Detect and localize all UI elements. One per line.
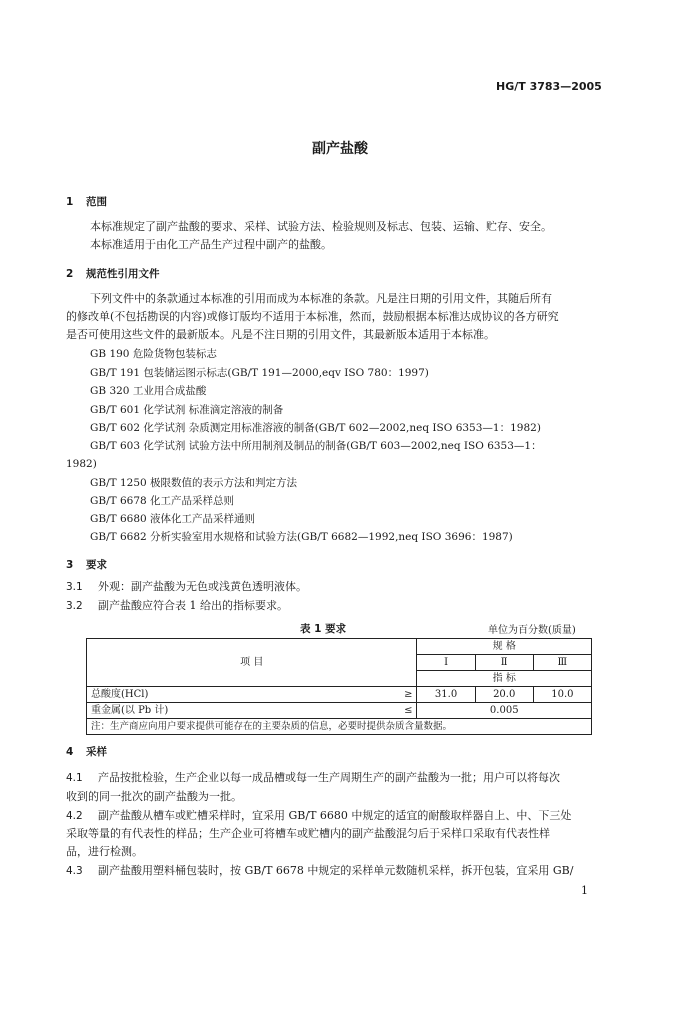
section-3-heading: 要求 (86, 559, 107, 571)
grade-header: Ⅱ (475, 655, 533, 671)
row-item: 重金属(以 Pb 计) (87, 703, 393, 719)
clause-4-1-number: 4.1 (66, 772, 83, 784)
section-1-paragraph: 本标准适用于由化工产品生产过程中副产的盐酸。 (90, 238, 332, 251)
section-2-heading: 规范性引用文件 (86, 268, 160, 280)
grade-header: Ⅲ (533, 655, 591, 671)
reference-item: GB/T 6682 分析实验室用水规格和试验方法(GB/T 6682—1992,neq ISO 3696：1987) (90, 531, 513, 543)
clause-4-1-text: 收到的同一批次的副产盐酸为一批。 (66, 790, 242, 803)
clause-3-2-number: 3.2 (66, 600, 83, 612)
clause-4-2-number: 4.2 (66, 810, 83, 822)
table-note: 注：生产商应向用户要求提供可能存在的主要杂质的信息，必要时提供杂质含量数据。 (87, 719, 592, 735)
reference-item: GB/T 6680 液体化工产品采样通则 (90, 513, 256, 525)
row-condition: ≤ (392, 703, 417, 719)
page-number: 1 (581, 884, 588, 897)
section-2-paragraph: 是否可使用这些文件的最新版本。凡是不注日期的引用文件，其最新版本适用于本标准。 (66, 328, 495, 341)
reference-item-continued: 1982) (66, 458, 97, 470)
section-2-paragraph: 下列文件中的条款通过本标准的引用而成为本标准的条款。凡是注日期的引用文件，其随后所有 (90, 292, 552, 305)
row-value: 0.005 (417, 703, 592, 719)
spec-header: 规 格 (417, 639, 592, 655)
requirements-table (86, 638, 592, 735)
clause-4-1-text: 产品按批检验，生产企业以每一成品槽或每一生产周期生产的副产盐酸为一批；用户可以将每次 (98, 771, 560, 784)
section-1-number: 1 (66, 196, 74, 208)
reference-item: GB 320 工业用合成盐酸 (90, 385, 207, 397)
row-condition: ≥ (392, 687, 417, 703)
row-value: 10.0 (533, 687, 591, 703)
clause-4-2-text: 品，进行检测。 (66, 845, 143, 858)
row-value: 20.0 (475, 687, 533, 703)
page-title: 副产盐酸 (312, 141, 368, 157)
grade-header: Ⅰ (417, 655, 475, 671)
section-4-number: 4 (66, 746, 74, 758)
clause-4-2-text: 采取等量的有代表性的样品；生产企业可将槽车或贮槽内的副产盐酸混匀后于采样口采取有代表性样 (66, 827, 550, 840)
section-1-paragraph: 本标准规定了副产盐酸的要求、采样、试验方法、检验规则及标志、包装、运输、贮存、安全。 (90, 220, 552, 233)
reference-item: GB/T 603 化学试剂 试验方法中所用制剂及制品的制备(GB/T 603—2002,neq ISO 6353—1： (90, 440, 542, 452)
clause-4-2-text: 副产盐酸从槽车或贮槽采样时，宜采用 GB/T 6680 中规定的适宜的耐酸取样器自上、中、下三处 (98, 809, 572, 822)
section-2-paragraph: 的修改单(不包括勘误的内容)或修订版均不适用于本标准，然而，鼓励根据本标准达成协议的各方研究 (66, 310, 559, 323)
table-row (87, 703, 592, 719)
reference-item: GB/T 1250 极限数值的表示方法和判定方法 (90, 477, 298, 489)
reference-item: GB/T 191 包装储运图示标志(GB/T 191—2000,eqv ISO 780：1997) (90, 367, 429, 379)
section-2-number: 2 (66, 268, 74, 280)
clause-3-2-text: 副产盐酸应符合表 1 给出的指标要求。 (98, 599, 288, 612)
reference-item: GB/T 6678 化工产品采样总则 (90, 495, 235, 507)
section-1-heading: 范围 (86, 196, 107, 208)
table-caption: 表 1 要求 (300, 623, 347, 635)
row-item: 总酸度(HCl) (87, 687, 393, 703)
clause-4-3-number: 4.3 (66, 865, 83, 877)
reference-item: GB/T 601 化学试剂 标准滴定溶液的制备 (90, 404, 284, 416)
reference-item: GB/T 602 化学试剂 杂质测定用标准溶液的制备(GB/T 602—2002,neq ISO 6353—1：1982) (90, 422, 541, 434)
reference-item: GB 190 危险货物包装标志 (90, 348, 217, 360)
clause-3-1-number: 3.1 (66, 581, 83, 593)
section-3-number: 3 (66, 559, 74, 571)
table-unit: 单位为百分数(质量) (488, 625, 576, 636)
index-header: 指 标 (417, 671, 592, 687)
item-header: 项 目 (87, 639, 417, 687)
standard-number: HG/T 3783—2005 (496, 80, 602, 93)
clause-4-3-text: 副产盐酸用塑料桶包装时，按 GB/T 6678 中规定的采样单元数随机采样，拆开包装，宜采用 GB/ (98, 864, 574, 877)
section-4-heading: 采样 (86, 746, 107, 758)
row-value: 31.0 (417, 687, 475, 703)
clause-3-1-text: 外观：副产盐酸为无色或浅黄色透明液体。 (98, 580, 307, 593)
table-row (87, 687, 592, 703)
